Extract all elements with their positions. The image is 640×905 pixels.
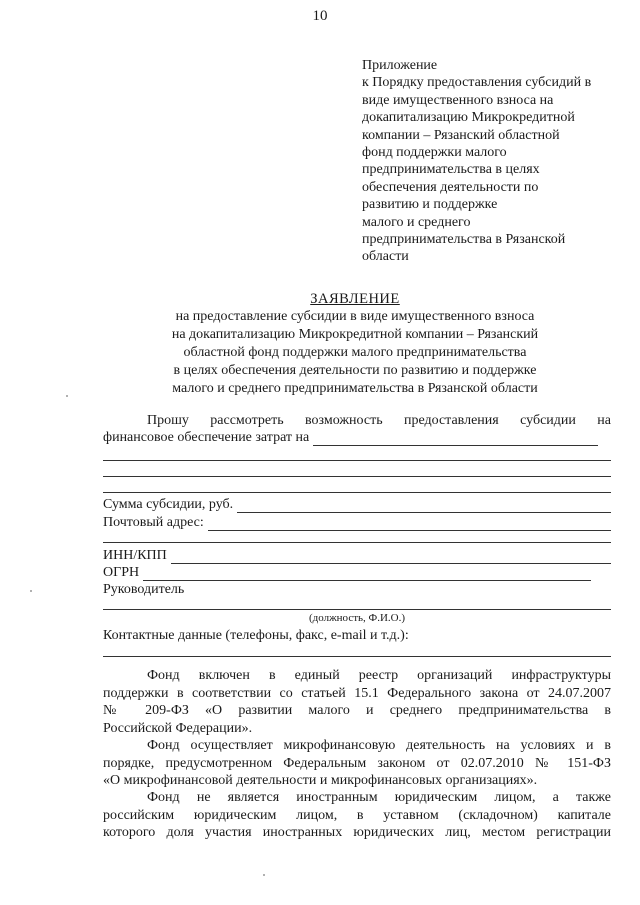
inn-kpp-blank[interactable] — [171, 550, 611, 564]
position-caption: (должность, Ф.И.О.) — [308, 612, 406, 624]
paragraph-line: Российской Федерации». — [103, 720, 253, 736]
paragraph-line: «О микрофинансовой деятельности и микрофинансовых организациях». — [103, 773, 538, 788]
appendix-line: Приложение — [362, 58, 438, 73]
costs-blank[interactable] — [313, 432, 598, 446]
paragraph-line: российским юридическим лицом, в уставном (складочном) капитале — [103, 807, 611, 823]
paragraph-line: которого доля участия иностранных юридических лиц, местом регистрации — [103, 825, 611, 840]
appendix-line: к Порядку предоставления субсидий в — [362, 75, 592, 91]
subsidy-sum-label: Сумма субсидии, руб. — [103, 497, 234, 512]
paragraph-line: № 209-ФЗ «О развитии малого и среднего предпринимательства в — [103, 703, 611, 718]
subtitle-line: на предоставление субсидии в виде имущественного взноса — [175, 309, 535, 324]
head-label: Руководитель — [103, 582, 185, 597]
page-number: 10 — [312, 8, 328, 24]
appendix-line: компании – Рязанский областной — [362, 127, 560, 143]
appendix-line: докапитализацию Микрокредитной — [362, 110, 575, 126]
postal-address-blank[interactable] — [208, 517, 611, 531]
contacts-blank[interactable] — [103, 656, 611, 657]
scan-speck — [263, 874, 265, 876]
subtitle-line: малого и среднего предпринимательства в Рязанской области — [172, 381, 538, 396]
appendix-line: предпринимательства в Рязанской — [362, 232, 566, 248]
request-text: Прошу рассмотреть возможность предоставления субсидии на — [147, 413, 611, 428]
document-title-block — [100, 290, 610, 398]
ogrn-field — [103, 565, 591, 581]
subtitle-line: областной фонд поддержки малого предпринимательства — [183, 345, 527, 360]
paragraph-line: Фонд осуществляет микрофинансовую деятельность на условиях и в — [147, 738, 611, 753]
document-title: ЗАЯВЛЕНИЕ — [310, 291, 400, 307]
postal-address-field — [103, 515, 611, 531]
paragraph-registry — [103, 667, 611, 737]
blank-line[interactable] — [103, 460, 611, 461]
scan-speck — [30, 590, 32, 592]
contacts-label: Контактные данные (телефоны, факс, e-mail и т.д.): — [103, 628, 409, 643]
scan-speck — [66, 395, 68, 397]
ogrn-blank[interactable] — [143, 567, 591, 581]
subtitle-line: в целях обеспечения деятельности по развитию и поддержке — [173, 363, 537, 378]
paragraph-line: порядке, предусмотренном Федеральным законом от 02.07.2010 № 151-ФЗ — [103, 755, 611, 771]
blank-line[interactable] — [103, 476, 611, 477]
appendix-note — [362, 57, 624, 266]
appendix-line: области — [362, 249, 409, 265]
head-blank[interactable] — [103, 609, 611, 610]
appendix-line: предпринимательства в целях — [362, 162, 540, 178]
appendix-line: обеспечения деятельности по — [362, 179, 539, 195]
subsidy-sum-field — [103, 497, 611, 513]
paragraph-foreign — [103, 789, 611, 842]
postal-address-label: Почтовый адрес: — [103, 515, 204, 530]
paragraph-line: Фонд не является иностранным юридическим лицом, а также — [147, 790, 611, 805]
paragraph-line: Фонд включен в единый реестр организаций инфраструктуры — [147, 668, 611, 683]
appendix-line: развитию и поддержке — [362, 197, 498, 213]
ogrn-label: ОГРН — [103, 565, 140, 580]
paragraph-line: поддержки в соответствии со статьей 15.1 Федерального закона от 24.07.2007 — [103, 685, 611, 701]
subsidy-sum-blank[interactable] — [237, 499, 611, 513]
subtitle-line: на докапитализацию Микрокредитной компании – Рязанский — [171, 327, 539, 342]
costs-field — [103, 430, 598, 446]
inn-kpp-label: ИНН/КПП — [103, 548, 167, 563]
blank-line[interactable] — [103, 492, 611, 493]
inn-kpp-field — [103, 548, 611, 564]
paragraph-microfinance — [103, 737, 611, 790]
blank-line[interactable] — [103, 542, 611, 543]
appendix-line: малого и среднего — [362, 214, 471, 230]
appendix-line: виде имущественного взноса на — [362, 92, 554, 108]
appendix-line: фонд поддержки малого — [362, 145, 507, 161]
costs-label: финансовое обеспечение затрат на — [103, 430, 310, 445]
